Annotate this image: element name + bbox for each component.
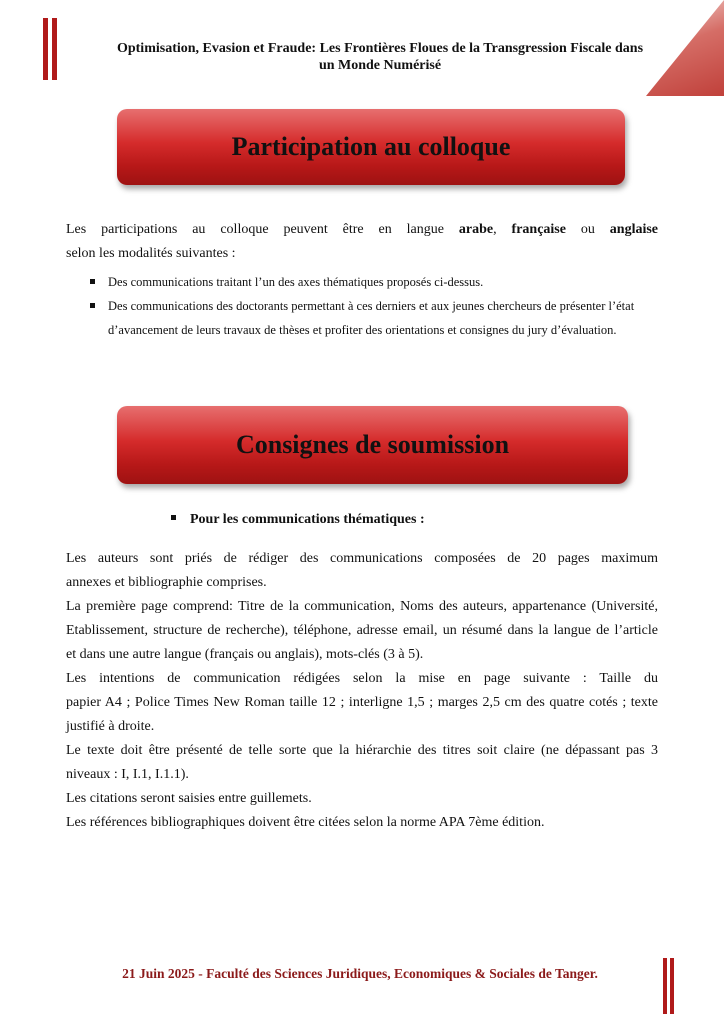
header-title-line: un Monde Numérisé [318,58,442,73]
document-header-title [95,40,665,74]
text-line: et dans une autre langue (français ou anglais), mots-clés (3 à 5). [66,647,424,662]
text-line: Les auteurs sont priés de rédiger des communications composées de 20 pages maximum [66,551,658,566]
paragraph [66,787,658,811]
language-arabic: arabe [458,222,494,237]
decoration-bar [43,18,48,80]
intro-paragraph [66,218,658,266]
paragraph [66,547,658,595]
page-footer: 21 Juin 2025 - Faculté des Sciences Juridiques, Economiques & Sociales de Tanger. [122,966,598,981]
subheading-text: Pour les communications thématiques : [190,512,425,527]
text-line: Les références bibliographiques doivent être citées selon la norme APA 7ème édition. [66,815,545,830]
list-item [90,294,650,342]
section-banner-consignes [117,406,628,484]
decoration-bar [663,958,667,1014]
intro-text-continued: selon les modalités suivantes : [66,246,236,261]
paragraph [66,595,658,667]
text-line: justifié à droite. [66,719,155,734]
text-line: annexes et bibliographie comprises. [66,575,267,590]
text-line: Les citations seront saisies entre guillemets. [66,791,312,806]
footer-decoration-bars [663,958,677,1014]
text-line: niveaux : I, I.1, I.1.1). [66,767,189,782]
text-line: La première page comprend: Titre de la communication, Noms des auteurs, appartenance (Université, [66,599,658,614]
decoration-bar [52,18,57,80]
intro-text: Les participations au colloque peuvent être en langue [66,222,444,237]
participation-bullet-list [90,270,650,342]
section-title: Participation au colloque [231,132,511,161]
list-item-text: Des communications traitant l’un des axes thématiques proposés ci-dessus. [108,275,484,289]
text-line: Etablissement, structure de recherche), téléphone, adresse email, un résumé dans la langue de l’article [66,623,658,638]
section-banner-participation [117,109,625,185]
section-title: Consignes de soumission [235,430,510,459]
decoration-bar [670,958,674,1014]
paragraph [66,811,658,835]
list-item-text: Des communications des doctorants permettant à ces derniers et aux jeunes chercheurs de présenter l’état d’avancement de leurs travaux de thèses et profiter des orientations et consignes du jury d’évaluation. [108,299,635,337]
language-french: française [511,222,566,237]
bullet-square-icon [90,303,95,308]
language-english: anglaise [609,222,659,237]
text-line: papier A4 ; Police Times New Roman taille 12 ; interligne 1,5 ; marges 2,5 cm des quatre cotés ; texte [66,695,658,710]
text-line: Le texte doit être présenté de telle sorte que la hiérarchie des titres soit claire (ne dépassant pas 3 [66,743,658,758]
submission-guidelines-text [66,547,658,835]
paragraph [66,667,658,739]
header-title-line: Optimisation, Evasion et Fraude: Les Frontières Floues de la Transgression Fiscale dans [116,41,644,56]
intro-line [66,218,658,242]
separator: , [493,222,497,237]
bullet-square-icon [171,515,176,520]
list-item [90,270,650,294]
subheading-thematic [171,512,425,528]
header-decoration-bars [43,18,61,80]
text-line: Les intentions de communication rédigées selon la mise en page suivante : Taille du [66,671,658,686]
paragraph [66,739,658,787]
conjunction: ou [580,222,595,237]
bullet-square-icon [90,279,95,284]
